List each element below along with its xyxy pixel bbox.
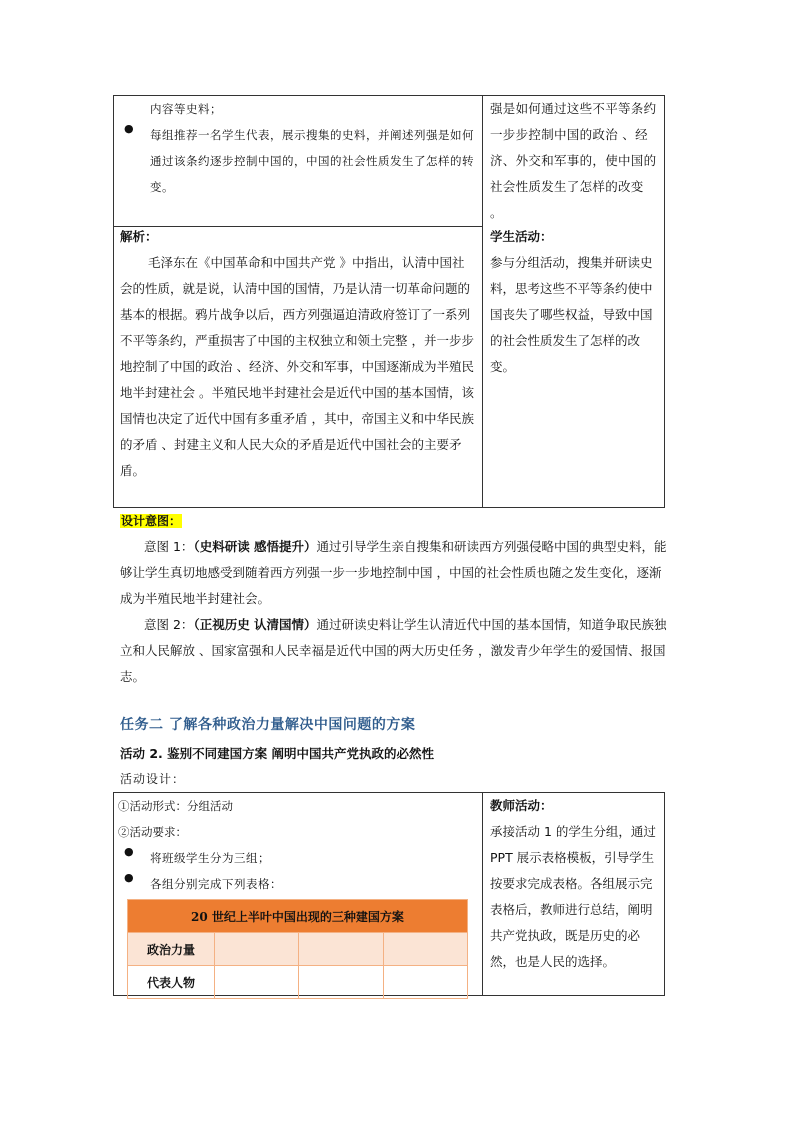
intent2-text: 通过研读史料让学生认清近代中国的基本国情，知道争取民族独立和人民解放 、国家富强和人民幸福是近代中国的两大历史任务 ，激发青少年学生的爱国情、报国志。 xyxy=(120,617,667,684)
activity2-title: 活动 2. 鉴别不同建国方案 阐明中国共产党执政的必然性 xyxy=(120,746,435,761)
intent1-bold: （史料研读 感悟提升） xyxy=(193,539,317,554)
design-intent-1 xyxy=(120,534,670,612)
founding-plans-title: 20 世纪上半叶中国出现的三种建国方案 xyxy=(128,900,468,933)
bullet-icon: ● xyxy=(124,871,134,884)
student-activity-label: 学生活动： xyxy=(490,229,553,244)
table-cell[interactable] xyxy=(299,966,383,999)
bullet-text: 每组推荐一名学生代表，展示搜集的史料，并阐述列强是如何通过该条约逐步控制中国的，中国的社会性质发生了怎样的转变。 xyxy=(150,128,474,194)
activity-design-label: 活动设计： xyxy=(120,772,186,786)
table-row xyxy=(128,933,468,966)
intent2-bold: （正视历史 认清国情） xyxy=(193,617,317,632)
bullet-text: 各组分别完成下列表格： xyxy=(150,877,282,891)
activity-table-1 xyxy=(113,95,665,508)
design-intent-2 xyxy=(120,612,670,690)
activity-requirements: ②活动要求： xyxy=(118,825,187,839)
bullet-icon: ● xyxy=(124,122,134,135)
student-activity-text: 参与分组活动，搜集并研读史料，思考这些不平等条约使中国丧失了哪些权益，导致中国的社会性质发生了怎样的改变。 xyxy=(490,255,653,374)
table-cell[interactable] xyxy=(215,966,299,999)
bullet-item xyxy=(122,845,478,871)
row-label-representative: 代表人物 xyxy=(128,966,215,999)
design-intent-label: 设计意图： xyxy=(121,514,182,528)
intent2-prefix: 意图 2： xyxy=(144,617,194,632)
column-divider xyxy=(482,793,483,995)
column-divider xyxy=(482,96,483,507)
analysis-text: 毛泽东在《中国革命和中国共产党 》中指出，认清中国社会的性质，就是说，认清中国的国情，乃是认清一切革命问题的基本的根据。鸦片战争以后，西方列强逼迫清政府签订了一系列不平等条约，严重损害了中国的主权独立和领土完整 ，并一步步地控制了中国的政治 、经济、外交和军事，中国逐渐成为半殖民地半封建社会 。半殖民地半封建社会是近代中国的基本国情，该国情也决定了近代中国有多重矛盾 ，其中，帝国主义和中华民族的矛盾 、封建主义和人民大众的矛盾是近代中国社会的主要矛盾。 xyxy=(120,255,474,478)
table-cell[interactable] xyxy=(299,933,383,966)
activity-table-2 xyxy=(113,792,665,996)
material-continued-line: 内容等史料； xyxy=(150,102,222,116)
design-intent-label-row xyxy=(120,508,670,534)
intent1-prefix: 意图 1： xyxy=(144,539,194,554)
table-cell[interactable] xyxy=(383,966,467,999)
teacher-activity-label: 教师活动： xyxy=(490,798,553,813)
teacher-activity-text: 强是如何通过这些不平等条约一步步控制中国的政治 、经济、外交和军事的，使中国的社会性质发生了怎样的改变 。 xyxy=(490,101,657,220)
founding-plans-table xyxy=(127,899,468,999)
row-label-political-force: 政治力量 xyxy=(128,933,215,966)
bullet-item xyxy=(122,122,478,200)
teacher-activity-text: 承接活动 1 的学生分组，通过 PPT 展示表格模板，引导学生按要求完成表格。各组展示完表格后，教师进行总结，阐明共产党执政，既是历史的必然，也是人民的选择。 xyxy=(490,824,656,969)
bullet-item xyxy=(122,871,478,897)
activity-form: ①活动形式：分组活动 xyxy=(118,799,233,813)
bullet-icon: ● xyxy=(124,845,134,858)
table-row xyxy=(128,966,468,999)
row-divider xyxy=(114,226,482,227)
task2-heading: 任务二 了解各种政治力量解决中国问题的方案 xyxy=(120,717,416,733)
intent1-text: 通过引导学生亲自搜集和研读西方列强侵略中国的典型史料，能够让学生真切地感受到随着西方列强一步一步地控制中国 ，中国的社会性质也随之发生变化，逐渐成为半殖民地半封建社会。 xyxy=(120,539,667,606)
bullet-text: 将班级学生分为三组； xyxy=(150,851,270,865)
analysis-label: 解析： xyxy=(120,229,158,244)
table-cell[interactable] xyxy=(215,933,299,966)
table-cell[interactable] xyxy=(383,933,467,966)
